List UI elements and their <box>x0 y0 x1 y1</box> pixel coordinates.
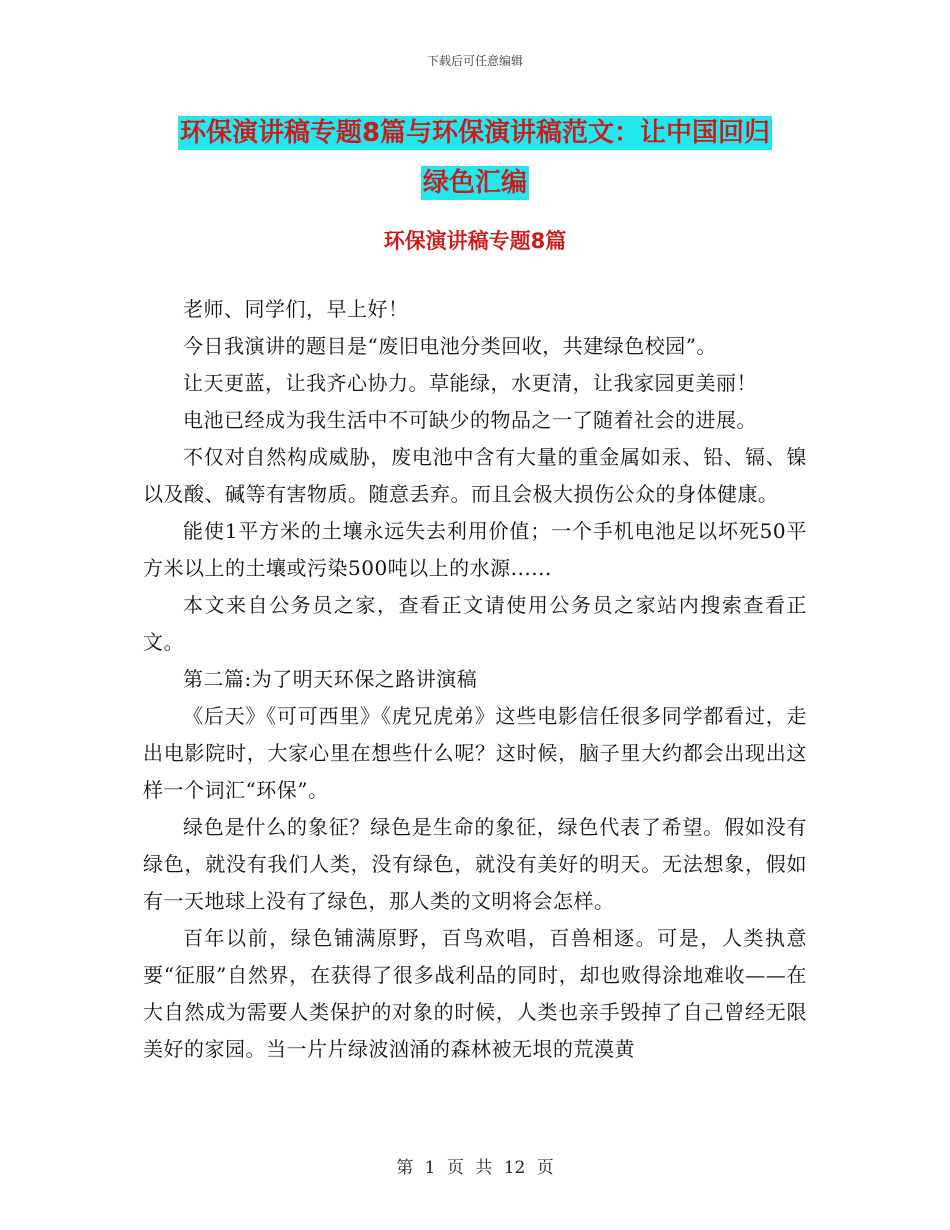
body-text <box>143 291 807 1068</box>
title-line-1: 环保演讲稿专题8篇与环保演讲稿范文：让中国回归 <box>179 118 771 148</box>
document-title <box>140 108 810 208</box>
paragraph: 绿色是什么的象征？绿色是生命的象征，绿色代表了希望。假如没有绿色，就没有我们人类，没有绿色，就没有美好的明天。无法想象，假如有一天地球上没有了绿色，那人类的文明将会怎样。 <box>143 815 807 913</box>
paragraph: 第二篇:为了明天环保之路讲演稿 <box>183 667 478 691</box>
title-line-2: 绿色汇编 <box>422 168 527 198</box>
paragraph: 不仅对自然构成威胁，废电池中含有大量的重金属如汞、铅、镉、镍以及酸、碱等有害物质。随意丢弃。而且会极大损伤公众的身体健康。 <box>143 445 807 506</box>
paragraph: 老师、同学们，早上好！ <box>183 297 409 321</box>
paragraph: 本文来自公务员之家，查看正文请使用公务员之家站内搜索查看正文。 <box>143 593 807 654</box>
paragraph: 电池已经成为我生活中不可缺少的物品之一了随着社会的进展。 <box>183 408 757 432</box>
paragraph: 让天更蓝，让我齐心协力。草能绿，水更清，让我家园更美丽！ <box>183 371 757 395</box>
header-note: 下载后可任意编辑 <box>426 54 523 68</box>
section-heading: 环保演讲稿专题8篇 <box>383 229 567 253</box>
page-footer: 第 1 页 共 12 页 <box>396 1158 554 1178</box>
paragraph: 《后天》《可可西里》《虎兄虎弟》这些电影信任很多同学都看过，走出电影院时，大家心里在想些什么呢？这时候，脑子里大约都会出现出这样一个词汇“环保”。 <box>143 704 807 802</box>
paragraph: 百年以前，绿色铺满原野，百鸟欢唱，百兽相逐。可是，人类执意要“征服”自然界，在获得了很多战利品的同时，却也败得涂地难收——在大自然成为需要人类保护的对象的时候，人类也亲手毁掉了自己曾经无限美好的家园。当一片片绿波汹涌的森林被无垠的荒漠黄 <box>143 926 807 1061</box>
paragraph: 能使1平方米的土壤永远失去利用价值；一个手机电池足以坏死50平方米以上的土壤或污染500吨以上的水源...... <box>143 519 807 580</box>
paragraph: 今日我演讲的题目是“废旧电池分类回收，共建绿色校园”。 <box>183 334 717 358</box>
